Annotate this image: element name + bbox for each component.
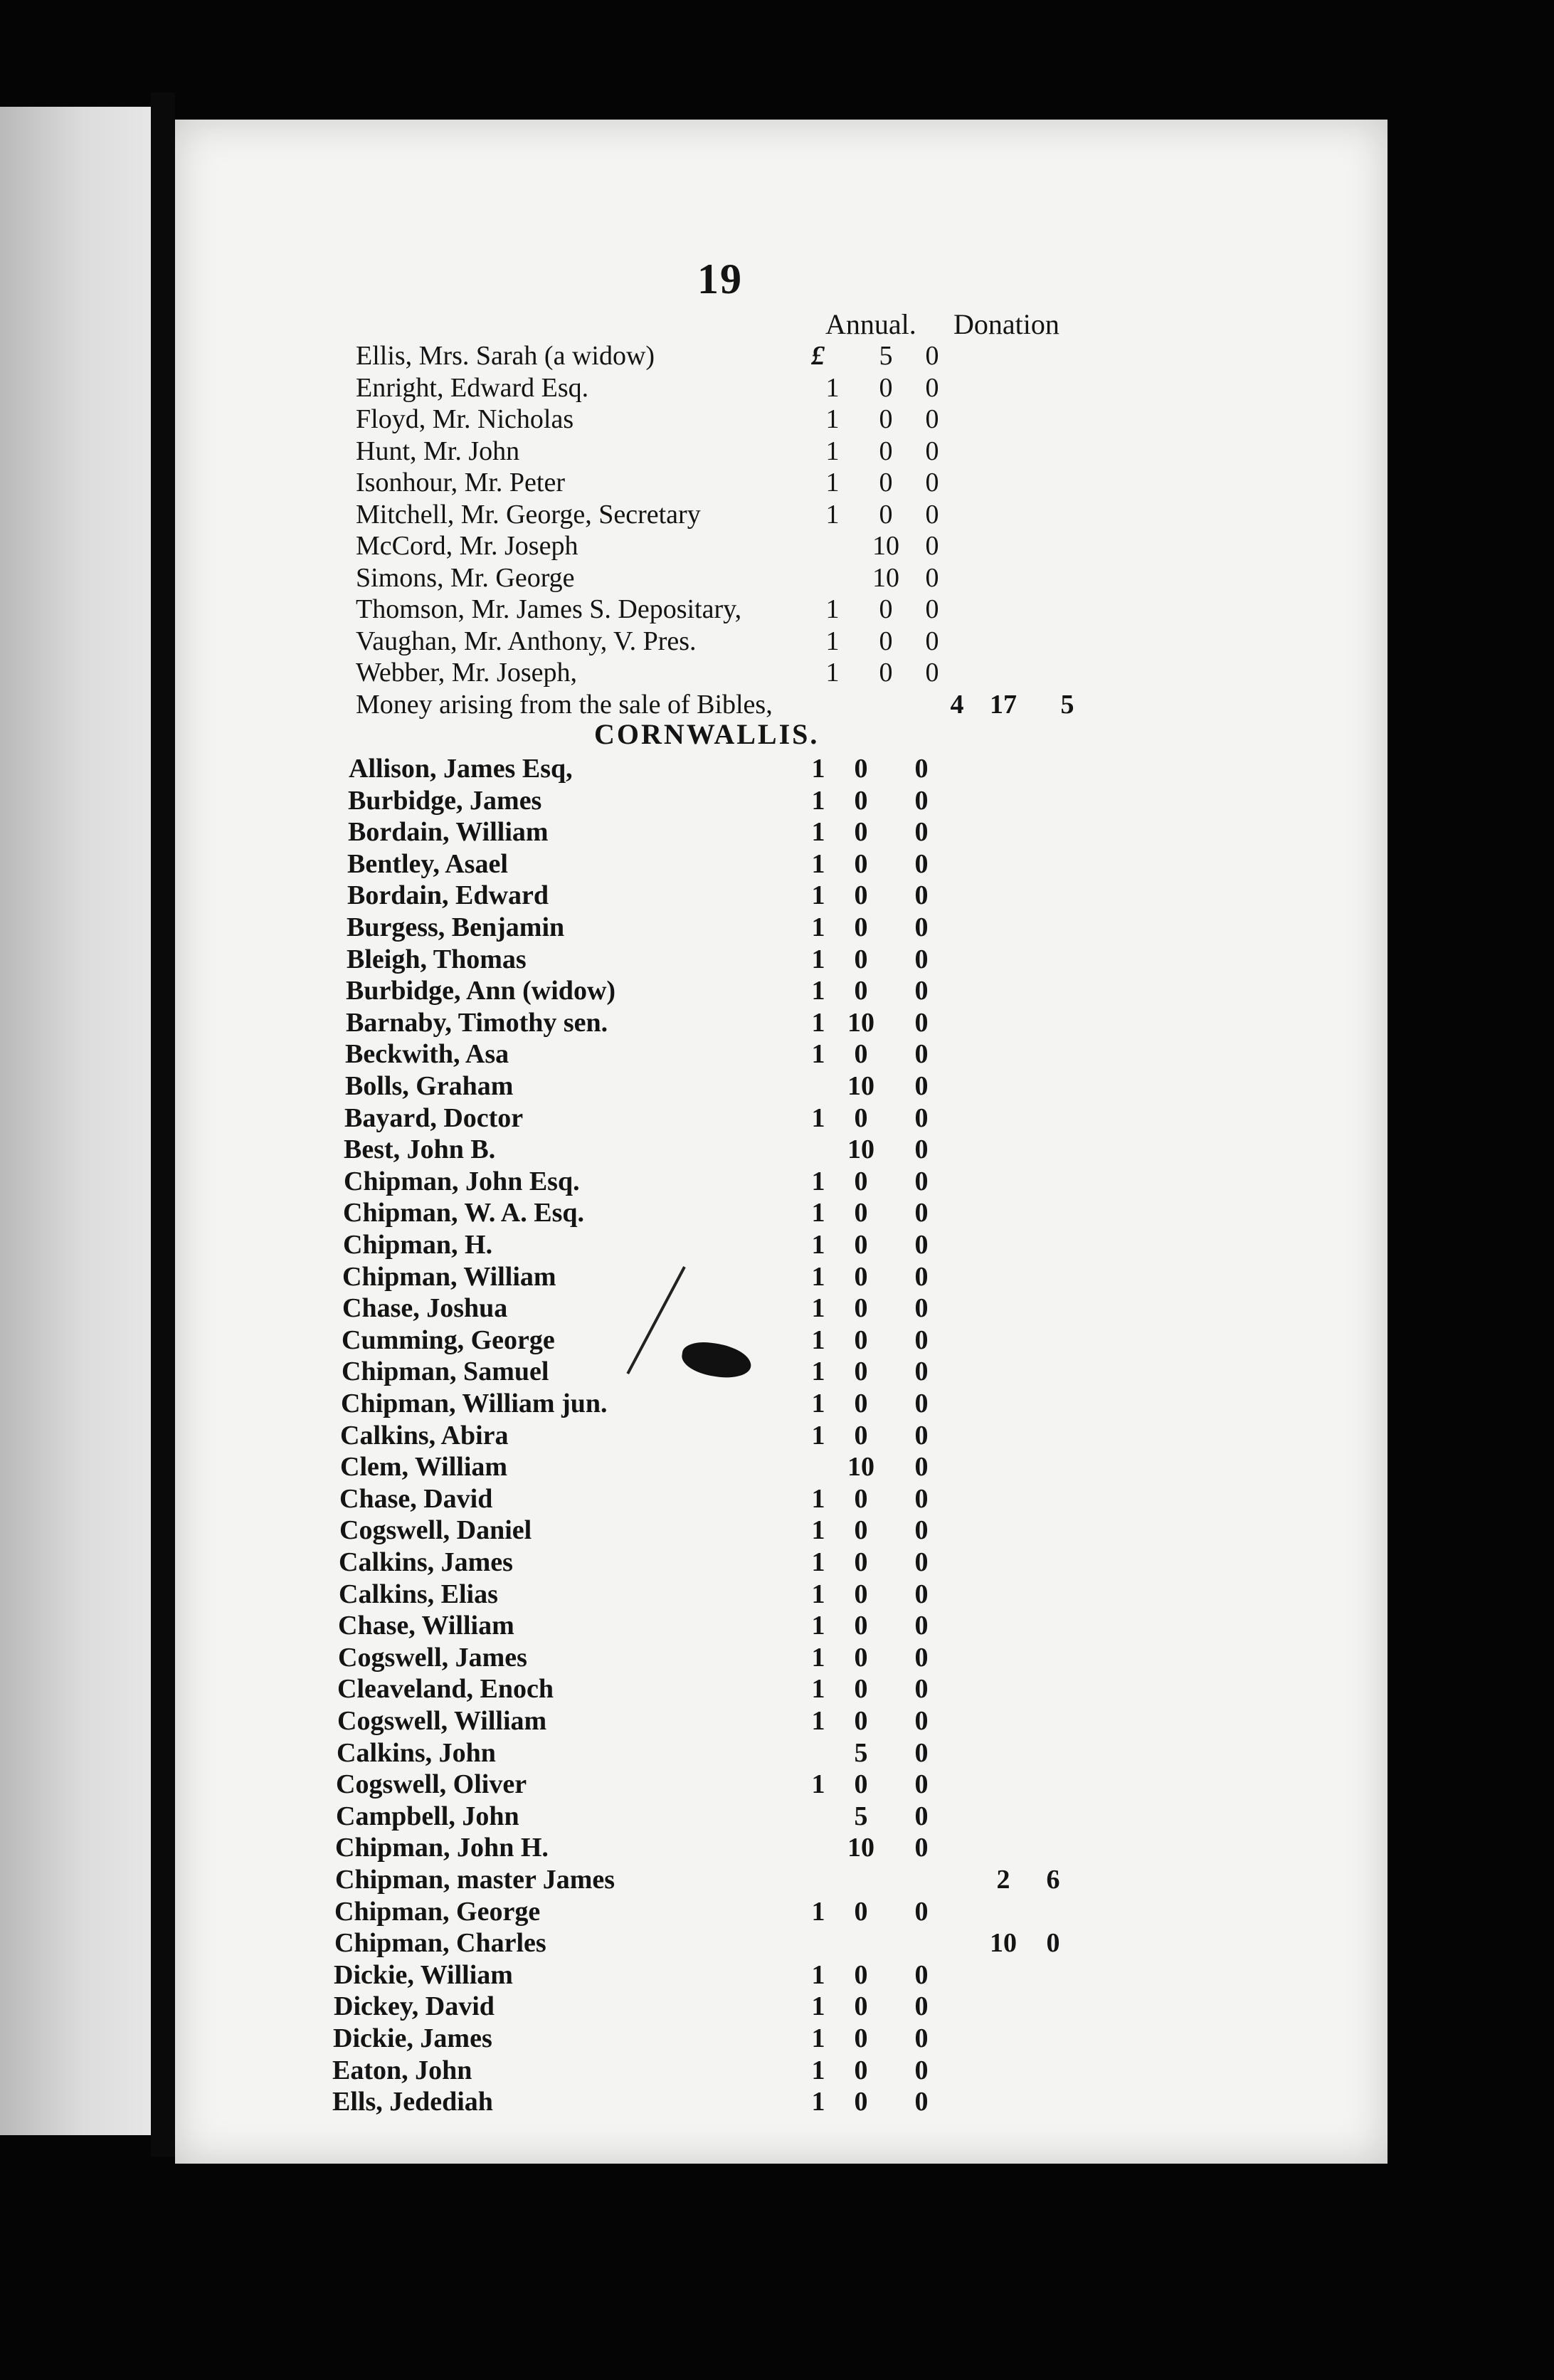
subscriber-name: Allison, James Esq, xyxy=(349,754,573,784)
annual-shillings: 0 xyxy=(854,1198,868,1228)
ledger-row xyxy=(0,1197,1554,1228)
annual-pence: 0 xyxy=(914,944,929,974)
annual-pence: 0 xyxy=(914,1737,929,1768)
ledger-row xyxy=(0,1325,1554,1356)
ledger-row xyxy=(0,880,1554,911)
subscriber-name: Chase, William xyxy=(338,1611,514,1641)
ledger-row xyxy=(0,372,1554,404)
annual-pounds: 1 xyxy=(825,626,840,656)
annual-pounds: 1 xyxy=(825,658,840,688)
annual-shillings: 0 xyxy=(854,1389,868,1418)
subscriber-name: Webber, Mr. Joseph, xyxy=(356,658,577,688)
annual-pounds: 1 xyxy=(811,1579,825,1609)
ledger-row xyxy=(0,848,1554,880)
ledger-row xyxy=(0,594,1554,625)
annual-shillings: 0 xyxy=(854,912,868,942)
annual-shillings: 0 xyxy=(879,372,893,403)
subscriber-name: Barnaby, Timothy sen. xyxy=(346,1007,608,1038)
subscriber-name: Chipman, W. A. Esq. xyxy=(343,1198,584,1228)
annual-pence: 0 xyxy=(914,754,929,784)
annual-pounds: 1 xyxy=(811,848,825,879)
annual-shillings: 0 xyxy=(854,1579,868,1609)
subscriber-name: Cogswell, James xyxy=(338,1642,527,1673)
ledger-row xyxy=(0,1769,1554,1800)
subscriber-name: McCord, Mr. Joseph xyxy=(356,531,578,561)
annual-pounds: 1 xyxy=(811,1261,825,1292)
ledger-row xyxy=(0,1102,1554,1134)
ledger-row xyxy=(0,1579,1554,1610)
annual-shillings: 0 xyxy=(879,404,893,434)
annual-pence: 0 xyxy=(914,1166,929,1196)
annual-pence: 0 xyxy=(914,1293,929,1324)
ledger-row xyxy=(0,1166,1554,1197)
subscriber-name: Bayard, Doctor xyxy=(344,1102,524,1133)
donation-shillings: 10 xyxy=(990,1928,1017,1959)
subscriber-name: Bordain, Edward xyxy=(347,880,549,911)
ledger-row xyxy=(0,1388,1554,1419)
ledger-row xyxy=(0,816,1554,848)
annual-pence: 0 xyxy=(914,1134,929,1165)
annual-pence: 0 xyxy=(914,1325,929,1355)
subscriber-name: Campbell, John xyxy=(336,1801,519,1831)
annual-pence: 0 xyxy=(914,848,929,879)
currency-symbol: £ xyxy=(811,341,825,371)
annual-shillings: 0 xyxy=(854,976,868,1006)
annual-pence: 0 xyxy=(925,468,939,497)
ledger-row xyxy=(0,340,1554,372)
subscriber-name: Dickey, David xyxy=(334,1991,495,2022)
annual-shillings: 0 xyxy=(879,626,893,656)
annual-pounds: 1 xyxy=(825,499,840,530)
annual-pence: 0 xyxy=(925,594,939,624)
subscriber-name: Best, John B. xyxy=(344,1134,496,1165)
ledger-row xyxy=(0,1070,1554,1102)
annual-shillings: 0 xyxy=(854,1547,868,1577)
ledger-row xyxy=(0,626,1554,657)
annual-shillings: 0 xyxy=(854,785,868,816)
subscriber-name: Chipman, William xyxy=(342,1261,556,1292)
subscriber-name: Burgess, Benjamin xyxy=(347,912,565,942)
subscriber-name: Chipman, John Esq. xyxy=(344,1166,580,1196)
donation-shillings: 2 xyxy=(996,1865,1010,1895)
annual-pounds: 1 xyxy=(825,404,840,434)
subscriber-name: Chipman, John H. xyxy=(335,1833,549,1863)
ledger-row xyxy=(0,689,1554,720)
annual-pounds: 1 xyxy=(811,1420,825,1450)
annual-shillings: 0 xyxy=(854,2023,868,2053)
annual-shillings: 10 xyxy=(872,531,899,561)
ledger-row xyxy=(0,1801,1554,1832)
subscriber-name: Chase, David xyxy=(339,1483,493,1514)
subscriber-name: Ellis, Mrs. Sarah (a widow) xyxy=(356,341,655,371)
annual-shillings: 0 xyxy=(879,658,893,688)
annual-shillings: 0 xyxy=(854,1420,868,1450)
subscriber-name: Burbidge, James xyxy=(348,785,542,816)
annual-pounds: 1 xyxy=(811,1198,825,1228)
annual-shillings: 0 xyxy=(854,817,868,848)
annual-shillings: 0 xyxy=(854,1357,868,1387)
subscriber-name: Beckwith, Asa xyxy=(345,1039,509,1070)
annual-pence: 0 xyxy=(914,1801,929,1831)
annual-pence: 0 xyxy=(914,2087,929,2117)
annual-pence: 0 xyxy=(925,626,939,656)
ledger-row xyxy=(0,912,1554,943)
subscriber-name: Clem, William xyxy=(340,1452,508,1483)
annual-column-heading: Annual. xyxy=(825,308,916,340)
annual-shillings: 0 xyxy=(854,848,868,879)
annual-shillings: 10 xyxy=(847,1833,874,1863)
annual-pence: 0 xyxy=(925,404,939,434)
annual-shillings: 0 xyxy=(854,2087,868,2117)
annual-pence: 0 xyxy=(914,1769,929,1800)
ledger-row xyxy=(0,1927,1554,1959)
subscriber-name: Chipman, Samuel xyxy=(342,1357,549,1387)
annual-shillings: 0 xyxy=(854,1102,868,1133)
annual-pence: 0 xyxy=(914,817,929,848)
subscriber-name: Chipman, master James xyxy=(335,1865,615,1895)
annual-pounds: 1 xyxy=(825,436,840,466)
ledger-row xyxy=(0,1737,1554,1769)
ledger-row xyxy=(0,2086,1554,2117)
ledger-row xyxy=(0,1705,1554,1737)
annual-shillings: 0 xyxy=(854,1642,868,1673)
ledger-row xyxy=(0,1642,1554,1673)
annual-pounds: 1 xyxy=(811,2023,825,2053)
ledger-row xyxy=(0,1547,1554,1578)
annual-pounds: 1 xyxy=(811,976,825,1006)
ledger-row xyxy=(0,1292,1554,1324)
subscriber-name: Cumming, George xyxy=(342,1325,555,1355)
subscriber-name: Dickie, James xyxy=(333,2023,492,2053)
ledger-row xyxy=(0,467,1554,498)
annual-shillings: 0 xyxy=(854,754,868,784)
annual-pounds: 1 xyxy=(811,754,825,784)
ledger-row xyxy=(0,944,1554,975)
annual-pence: 0 xyxy=(914,880,929,911)
annual-pence: 0 xyxy=(914,1642,929,1673)
donation-shillings: 17 xyxy=(990,689,1017,720)
ledger-row xyxy=(0,1356,1554,1387)
annual-shillings: 5 xyxy=(854,1801,868,1831)
subscriber-name: Mitchell, Mr. George, Secretary xyxy=(356,499,701,530)
annual-pounds: 1 xyxy=(825,594,840,624)
annual-pence: 0 xyxy=(914,1420,929,1450)
annual-pounds: 1 xyxy=(811,1483,825,1514)
annual-pence: 0 xyxy=(914,1706,929,1736)
annual-shillings: 0 xyxy=(854,1230,868,1260)
annual-shillings: 0 xyxy=(854,1769,868,1800)
annual-shillings: 0 xyxy=(879,594,893,624)
annual-pence: 0 xyxy=(914,1357,929,1387)
annual-shillings: 0 xyxy=(854,880,868,911)
annual-pounds: 1 xyxy=(811,1896,825,1927)
annual-pounds: 1 xyxy=(825,468,840,497)
ledger-row xyxy=(0,657,1554,688)
annual-pounds: 1 xyxy=(811,1515,825,1546)
annual-shillings: 0 xyxy=(854,1483,868,1514)
donation-pence: 6 xyxy=(1046,1865,1060,1895)
annual-pence: 0 xyxy=(914,1452,929,1483)
annual-pounds: 1 xyxy=(811,1991,825,2022)
annual-shillings: 0 xyxy=(879,468,893,497)
subscriber-name: Cogswell, Oliver xyxy=(336,1769,527,1800)
ledger-row xyxy=(0,1483,1554,1515)
annual-shillings: 10 xyxy=(847,1452,874,1483)
subscriber-name: Dickie, William xyxy=(334,1959,513,1990)
subscriber-name: Cleaveland, Enoch xyxy=(337,1674,554,1705)
annual-pounds: 1 xyxy=(811,1389,825,1418)
subscriber-name: Eaton, John xyxy=(332,2055,472,2085)
annual-pence: 0 xyxy=(914,1261,929,1292)
annual-pence: 0 xyxy=(914,1674,929,1705)
annual-pounds: 1 xyxy=(811,1674,825,1705)
subscriber-name: Isonhour, Mr. Peter xyxy=(356,468,565,497)
annual-pounds: 1 xyxy=(811,2087,825,2117)
annual-shillings: 10 xyxy=(847,1134,874,1165)
subscriber-name: Bordain, William xyxy=(348,817,549,848)
ledger-row xyxy=(0,1896,1554,1927)
ledger-row xyxy=(0,1038,1554,1070)
subscriber-name: Chipman, William jun. xyxy=(341,1389,608,1418)
annual-pounds: 1 xyxy=(811,1166,825,1196)
ledger-row xyxy=(0,1515,1554,1546)
annual-pounds: 1 xyxy=(811,1547,825,1577)
donation-pounds: 4 xyxy=(950,689,964,720)
annual-pence: 0 xyxy=(914,1198,929,1228)
annual-pence: 0 xyxy=(914,1991,929,2022)
ledger-row xyxy=(0,2055,1554,2086)
annual-pence: 0 xyxy=(914,1483,929,1514)
annual-pence: 0 xyxy=(914,1102,929,1133)
annual-pounds: 1 xyxy=(811,2055,825,2085)
annual-shillings: 0 xyxy=(854,1166,868,1196)
annual-pounds: 1 xyxy=(825,372,840,403)
ledger-row xyxy=(0,1229,1554,1260)
annual-pounds: 1 xyxy=(811,1959,825,1990)
subscriber-name: Chase, Joshua xyxy=(342,1293,508,1324)
donation-pence: 5 xyxy=(1060,689,1074,720)
annual-shillings: 0 xyxy=(854,1039,868,1070)
annual-shillings: 0 xyxy=(854,1674,868,1705)
ledger-row xyxy=(0,1134,1554,1165)
subscriber-name: Cogswell, Daniel xyxy=(339,1515,532,1546)
annual-pounds: 1 xyxy=(811,1325,825,1355)
annual-shillings: 0 xyxy=(854,1293,868,1324)
subscriber-name: Bentley, Asael xyxy=(347,848,508,879)
annual-pence: 0 xyxy=(914,1515,929,1546)
ledger-row xyxy=(0,975,1554,1006)
annual-shillings: 0 xyxy=(854,2055,868,2085)
annual-pounds: 1 xyxy=(811,1039,825,1070)
annual-pence: 0 xyxy=(925,658,939,688)
annual-pounds: 1 xyxy=(811,1007,825,1038)
annual-shillings: 0 xyxy=(854,1261,868,1292)
annual-pence: 0 xyxy=(914,1579,929,1609)
subscriber-name: Bleigh, Thomas xyxy=(347,944,527,974)
subscriber-name: Chipman, George xyxy=(334,1896,541,1927)
ledger-row xyxy=(0,1991,1554,2022)
subscriber-name: Burbidge, Ann (widow) xyxy=(346,976,616,1006)
annual-pounds: 1 xyxy=(811,817,825,848)
annual-shillings: 0 xyxy=(854,944,868,974)
annual-pounds: 1 xyxy=(811,912,825,942)
annual-pence: 0 xyxy=(914,1230,929,1260)
annual-pence: 0 xyxy=(914,1896,929,1927)
subscriber-name: Cogswell, William xyxy=(337,1706,547,1736)
annual-pence: 0 xyxy=(914,1039,929,1070)
annual-pence: 0 xyxy=(925,531,939,561)
annual-pounds: 1 xyxy=(811,1230,825,1260)
donation-column-heading: Donation xyxy=(953,308,1059,340)
annual-shillings: 0 xyxy=(854,1706,868,1736)
annual-pence: 0 xyxy=(914,1547,929,1577)
annual-shillings: 0 xyxy=(854,1896,868,1927)
annual-pence: 0 xyxy=(914,1833,929,1863)
annual-shillings: 5 xyxy=(854,1737,868,1768)
ledger-row xyxy=(0,1420,1554,1451)
ledger-row xyxy=(0,436,1554,467)
annual-pence: 0 xyxy=(914,1959,929,1990)
annual-pounds: 1 xyxy=(811,1706,825,1736)
ledger-row xyxy=(0,562,1554,594)
annual-pounds: 1 xyxy=(811,880,825,911)
ledger-row xyxy=(0,1959,1554,1991)
annual-pounds: 1 xyxy=(811,785,825,816)
ledger-row xyxy=(0,1864,1554,1895)
annual-shillings: 0 xyxy=(854,1611,868,1641)
ledger-row xyxy=(0,1261,1554,1292)
subscriber-name: Calkins, John xyxy=(337,1737,496,1768)
subscriber-name: Hunt, Mr. John xyxy=(356,436,520,466)
subscriber-name: Calkins, Abira xyxy=(340,1420,509,1450)
annual-pence: 0 xyxy=(914,912,929,942)
annual-pounds: 1 xyxy=(811,1357,825,1387)
annual-shillings: 10 xyxy=(872,562,899,593)
annual-pence: 0 xyxy=(925,499,939,530)
subscriber-name: Money arising from the sale of Bibles, xyxy=(356,689,773,720)
annual-shillings: 5 xyxy=(879,341,893,371)
annual-pounds: 1 xyxy=(811,1293,825,1324)
ledger-row xyxy=(0,785,1554,816)
donation-pence: 0 xyxy=(1046,1928,1060,1959)
subscriber-name: Bolls, Graham xyxy=(345,1071,514,1101)
annual-pounds: 1 xyxy=(811,1611,825,1641)
annual-pence: 0 xyxy=(914,1389,929,1418)
annual-pence: 0 xyxy=(914,785,929,816)
page-number: 19 xyxy=(697,256,743,302)
annual-shillings: 10 xyxy=(847,1071,874,1101)
ledger-row xyxy=(0,1451,1554,1483)
section-heading-cornwallis: CORNWALLIS. xyxy=(594,718,820,750)
subscriber-name: Floyd, Mr. Nicholas xyxy=(356,404,574,434)
annual-shillings: 0 xyxy=(854,1991,868,2022)
ledger-row xyxy=(0,1832,1554,1863)
annual-pounds: 1 xyxy=(811,1102,825,1133)
annual-pence: 0 xyxy=(914,2023,929,2053)
ledger-row xyxy=(0,2023,1554,2054)
subscriber-name: Calkins, Elias xyxy=(339,1579,498,1609)
annual-shillings: 0 xyxy=(854,1325,868,1355)
ledger-row xyxy=(0,1673,1554,1705)
annual-shillings: 10 xyxy=(847,1007,874,1038)
annual-pence: 0 xyxy=(914,976,929,1006)
ledger-row xyxy=(0,499,1554,530)
annual-pence: 0 xyxy=(914,2055,929,2085)
annual-pence: 0 xyxy=(914,1071,929,1101)
subscriber-name: Ells, Jedediah xyxy=(332,2087,493,2117)
subscriber-name: Vaughan, Mr. Anthony, V. Pres. xyxy=(356,626,697,656)
ledger-row xyxy=(0,1007,1554,1038)
annual-shillings: 0 xyxy=(854,1515,868,1546)
annual-pounds: 1 xyxy=(811,1769,825,1800)
annual-pence: 0 xyxy=(925,341,939,371)
annual-pence: 0 xyxy=(914,1007,929,1038)
annual-pounds: 1 xyxy=(811,1642,825,1673)
subscriber-name: Simons, Mr. George xyxy=(356,562,575,593)
annual-pence: 0 xyxy=(914,1611,929,1641)
annual-pence: 0 xyxy=(925,562,939,593)
subscriber-name: Chipman, H. xyxy=(343,1230,493,1260)
annual-shillings: 0 xyxy=(879,499,893,530)
ledger-row xyxy=(0,404,1554,435)
annual-shillings: 0 xyxy=(879,436,893,466)
ledger-row xyxy=(0,753,1554,784)
subscriber-name: Thomson, Mr. James S. Depositary, xyxy=(356,594,742,624)
annual-pounds: 1 xyxy=(811,944,825,974)
annual-pence: 0 xyxy=(925,372,939,403)
annual-shillings: 0 xyxy=(854,1959,868,1990)
ledger-row xyxy=(0,530,1554,562)
subscriber-name: Enright, Edward Esq. xyxy=(356,372,589,403)
ledger-row xyxy=(0,1610,1554,1641)
subscriber-name: Calkins, James xyxy=(339,1547,513,1577)
annual-pence: 0 xyxy=(925,436,939,466)
subscriber-name: Chipman, Charles xyxy=(334,1928,546,1959)
